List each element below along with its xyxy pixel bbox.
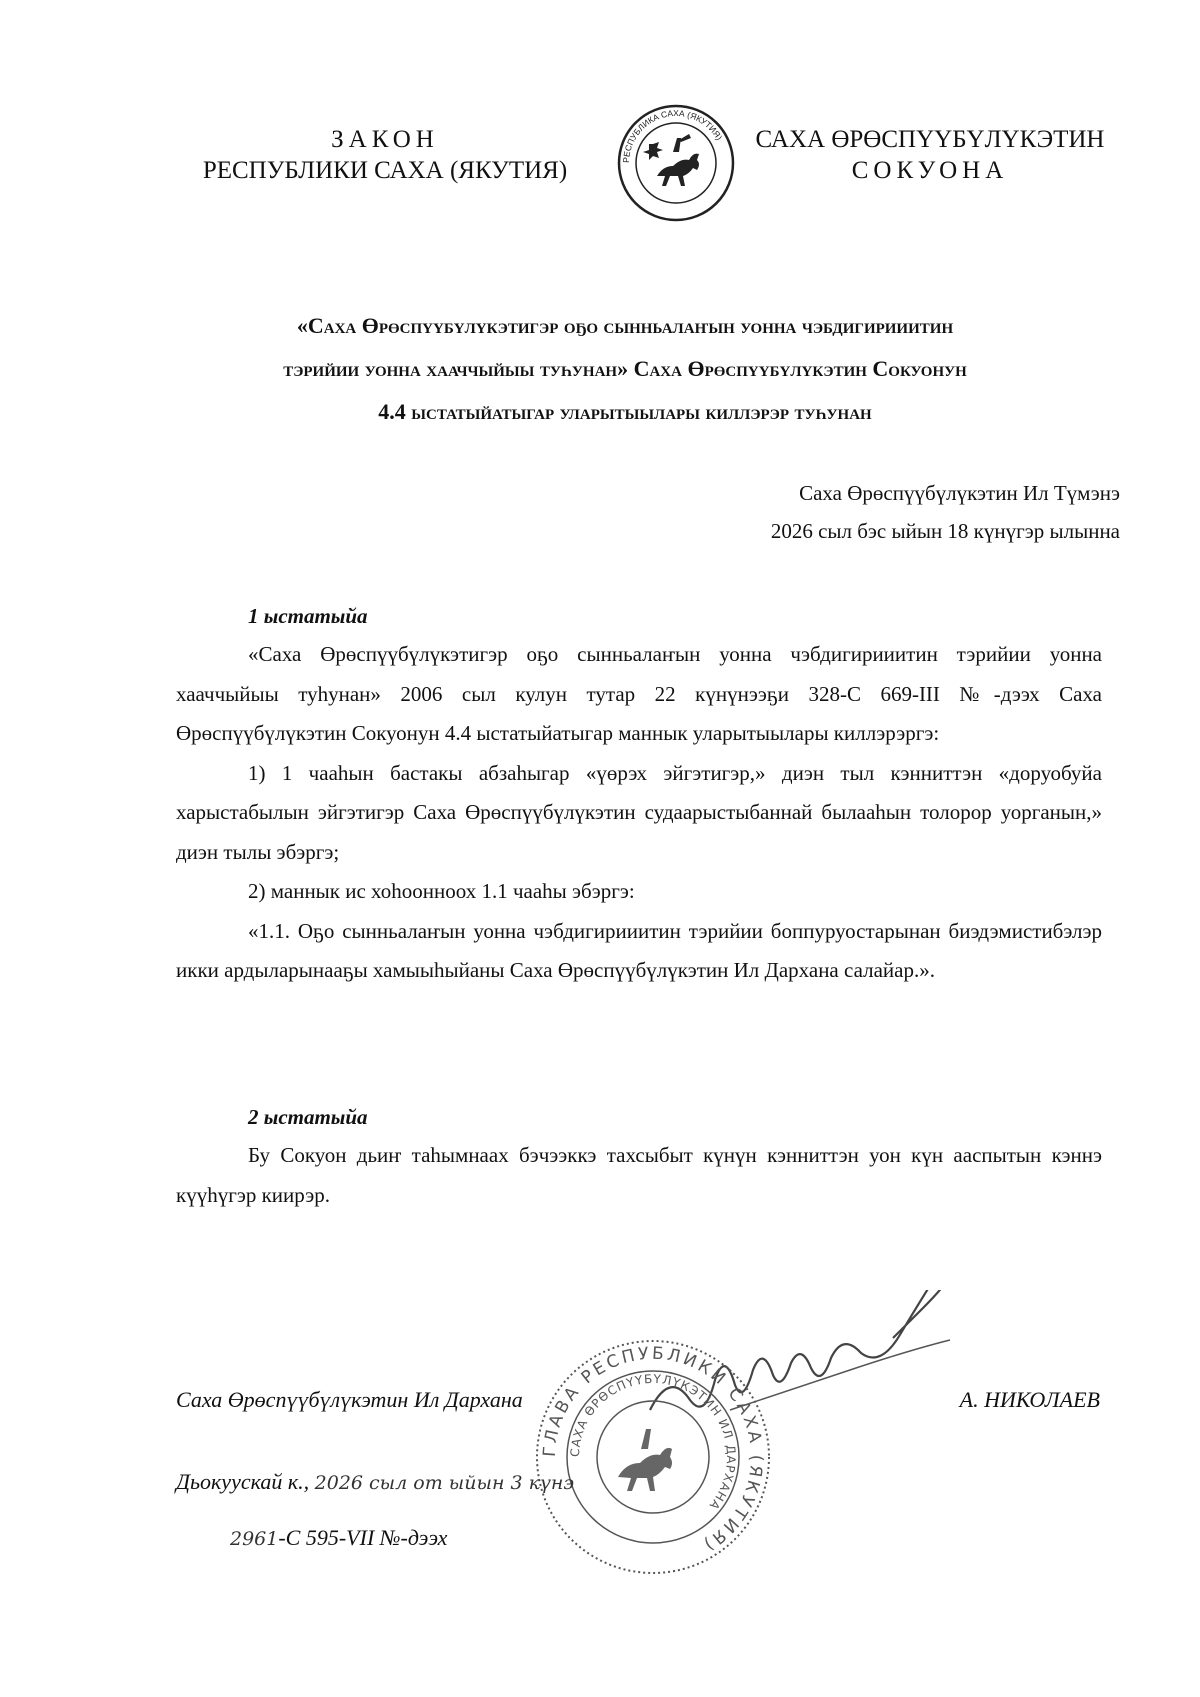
emblem-ring-text: РЕСПУБЛИКА САХА (ЯКУТИЯ) [620,107,725,164]
header-right [750,124,1110,186]
header-right-line1: САХА ӨРӨСПҮҮБҮЛҮКЭТИН [755,126,1105,153]
header-left [190,124,580,186]
header-right-line2: СОКУОНА [851,157,1009,184]
reg-suffix: -С 595-VII №-дээх [278,1525,448,1550]
registration-number [230,1525,447,1551]
republic-emblem-icon [617,104,735,222]
law-title-line1: «Саха Өрөспүүбүлүкэтигэр оҕо сынньалаҥын уонна чэбдигирииитин [296,313,954,338]
article2-body [176,1136,1102,1215]
article2-paragraph-1: Бу Сокуон дьиҥ таһымнаах бэчээккэ тахсыбыт күнүн кэнниттэн уон күн ааспытын кэннэ күүһүгэр киирэр. [176,1143,1102,1207]
law-title-line2: тэрийии уонна хааччыйыы туһунан» Саха Өрөспүүбүлүкэтин Сокуонун [283,356,967,381]
law-title-line3: 4.4 ыстатыйатыгар уларытыылары киллэрэр туһунан [378,399,872,424]
signatory-name: А. НИКОЛАЕВ [959,1387,1100,1412]
seal-inner-text: САХА ӨРӨСПҮҮБҮЛҮКЭТИН ИЛ ДАРХАНА [567,1371,739,1513]
header-left-line2: РЕСПУБЛИКИ САХА (ЯКУТИЯ) [202,157,568,184]
article2-heading: 2 ыстатыйа [248,1105,368,1129]
law-title [150,304,1100,433]
header-left-line1: ЗАКОН [331,126,439,153]
article1-paragraph-2: 1) 1 чааһын бастакы абзаһыгар «үөрэх эйгэтигэр,» диэн тыл кэнниттэн «доруобуйа харыстабылын эйгэтигэр Саха Өрөспүүбүлүкэтин судаарыстыбаннай былааһын толорор уорганын,» диэн тылы эбэргэ; [176,760,1102,864]
handwritten-date: 2026 сыл от ыйын 3 күнэ [314,1472,574,1494]
article1-paragraph-3: 2) маннык ис хоһоонноох 1.1 чааһы эбэргэ: [248,879,635,903]
enactment-block [520,474,1120,550]
article1-paragraph-4: «1.1. Оҕо сынньалаҥын уонна чэбдигирииитин тэрийии боппуруостарынан биэдэмистибэлэр икки ардыларынааҕы хамыыһыйаны Саха Өрөспүүбүлүкэтин Ил Дархана салайар.». [176,918,1102,982]
handwritten-reg-number: 2961 [230,1528,279,1550]
seal-outer-text: ГЛАВА РЕСПУБЛИКИ САХА (ЯКУТИЯ) [539,1343,767,1556]
place-prefix: Дьокуускай к., [176,1469,315,1494]
official-seal-icon [533,1337,773,1577]
article1-body [176,635,1102,991]
place-and-date [176,1469,574,1495]
article1-heading: 1 ыстатыйа [248,604,368,628]
enactment-body: Саха Өрөспүүбүлүкэтин Ил Түмэнэ [799,481,1120,505]
enactment-date: 2026 сыл бэс ыйын 18 күнүгэр ылынна [770,519,1120,543]
signatory-position: Саха Өрөспүүбүлүкэтин Ил Дархана [176,1387,523,1412]
article1-paragraph-1: «Саха Өрөспүүбүлүкэтигэр оҕо сынньалаҥын уонна чэбдигирииитин тэрийии уонна хааччыйыы туһунан» 2006 сыл кулун тутар 22 күнүнээҕи 328-С 669-III №-дээх Саха Өрөспүүбүлүкэтин Сокуонун 4.4 ыстатыйатыгар маннык уларытыылары киллэрэргэ: [176,642,1102,745]
